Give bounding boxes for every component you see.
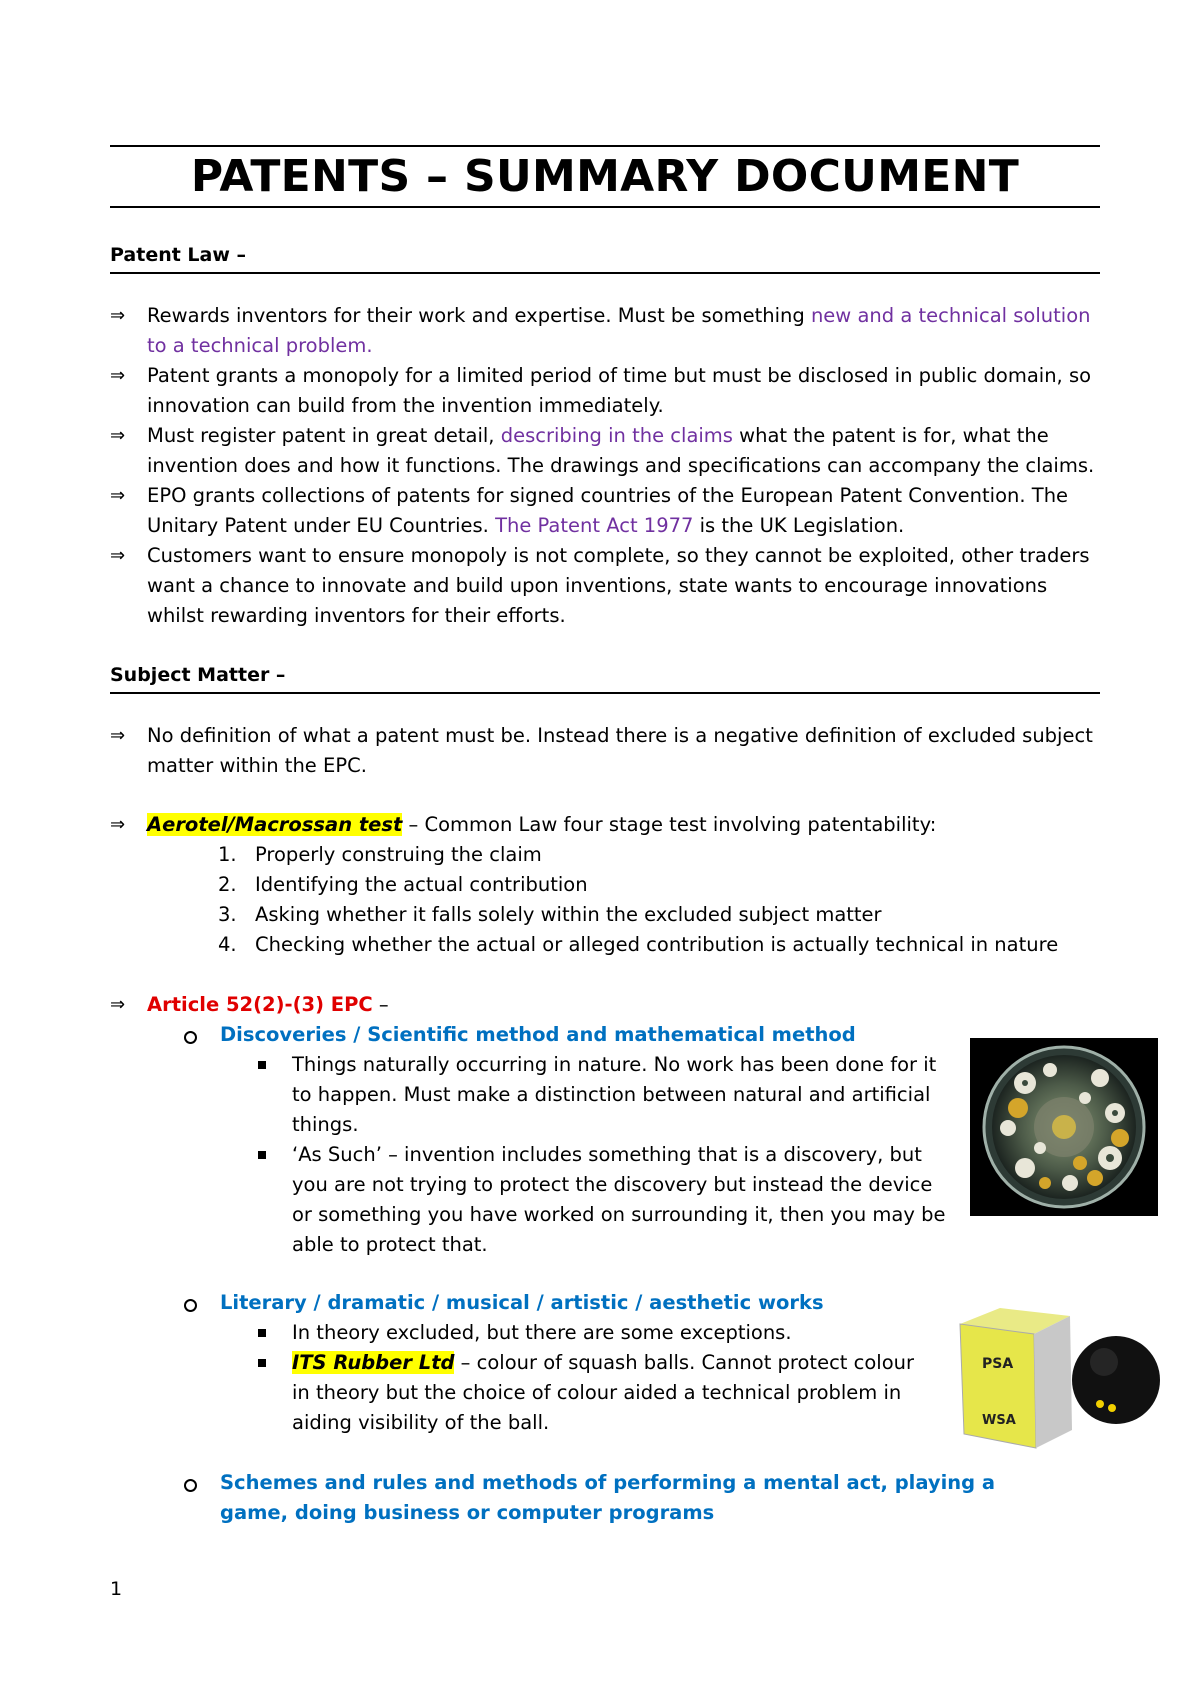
section-heading-subject-matter: Subject Matter – bbox=[110, 662, 1100, 694]
list-item bbox=[110, 361, 1100, 421]
arrow-bullet-icon: ⇒ bbox=[110, 545, 126, 566]
title-bottom-rule bbox=[110, 206, 1100, 208]
category-title: Schemes and rules and methods of performing a mental act, playing a game, doing business or computer programs bbox=[220, 1471, 996, 1524]
arrow-bullet-icon: ⇒ bbox=[110, 365, 126, 386]
item-text: Identifying the actual contribution bbox=[255, 873, 588, 896]
point-text: In theory excluded, but there are some exceptions. bbox=[292, 1321, 792, 1344]
list-item bbox=[110, 421, 1100, 481]
item-highlight: The Patent Act 1977 bbox=[495, 514, 694, 537]
circle-bullet-icon bbox=[184, 1299, 197, 1312]
arrow-bullet-icon: ⇒ bbox=[110, 305, 126, 326]
arrow-bullet-icon: ⇒ bbox=[110, 814, 126, 835]
square-bullet-icon bbox=[258, 1329, 266, 1337]
numbered-item bbox=[218, 840, 1098, 870]
point-text: ‘As Such’ – invention includes something that is a discovery, but you are not trying to protect the discovery but instead the device or something you have worked on surrounding it, then you may be able to protect that. bbox=[292, 1143, 946, 1256]
list-item-test bbox=[110, 810, 1100, 840]
item-text: Checking whether the actual or alleged contribution is actually technical in nature bbox=[255, 933, 1059, 956]
numbered-item bbox=[218, 900, 1098, 930]
numbered-item bbox=[218, 870, 1098, 900]
category-title: Literary / dramatic / musical / artistic / aesthetic works bbox=[220, 1291, 824, 1314]
item-number: 4. bbox=[218, 933, 237, 956]
list-item bbox=[110, 481, 1100, 541]
arrow-bullet-icon: ⇒ bbox=[110, 485, 126, 506]
numbered-item bbox=[218, 930, 1098, 960]
list-item bbox=[110, 301, 1100, 361]
item-text: Must register patent in great detail, bbox=[147, 424, 501, 447]
category-item bbox=[184, 1288, 1084, 1318]
item-text: Patent grants a monopoly for a limited period of time but must be disclosed in public domain, so innovation can build from the invention immediately. bbox=[147, 364, 1092, 417]
item-number: 3. bbox=[218, 903, 237, 926]
sub-point bbox=[256, 1318, 936, 1348]
arrow-bullet-icon: ⇒ bbox=[110, 994, 126, 1015]
item-text: Rewards inventors for their work and expertise. Must be something bbox=[147, 304, 811, 327]
item-text: Asking whether it falls solely within the excluded subject matter bbox=[255, 903, 882, 926]
list-item bbox=[110, 541, 1100, 631]
square-bullet-icon bbox=[258, 1151, 266, 1159]
point-text: Things naturally occurring in nature. No work has been done for it to happen. Must make a distinction between natural and artificial things. bbox=[292, 1053, 937, 1136]
box-brand-psa: PSA bbox=[982, 1356, 1014, 1372]
case-name-highlight: Aerotel/Macrossan test bbox=[147, 813, 403, 836]
arrow-bullet-icon: ⇒ bbox=[110, 725, 126, 746]
circle-bullet-icon bbox=[184, 1031, 197, 1044]
petri-dish-illustration bbox=[970, 1038, 1158, 1216]
arrow-bullet-icon: ⇒ bbox=[110, 425, 126, 446]
article-suffix: – bbox=[372, 993, 389, 1016]
item-text: – Common Law four stage test involving patentability: bbox=[402, 813, 937, 836]
sub-point bbox=[256, 1140, 946, 1260]
case-name-highlight: ITS Rubber Ltd bbox=[292, 1351, 455, 1374]
category-item bbox=[184, 1468, 1054, 1528]
item-number: 2. bbox=[218, 873, 237, 896]
square-bullet-icon bbox=[258, 1359, 266, 1367]
circle-bullet-icon bbox=[184, 1479, 197, 1492]
sub-point bbox=[256, 1050, 946, 1140]
title-top-rule bbox=[110, 145, 1100, 147]
point-text: – colour of squash balls. Cannot protect colour in theory but the choice of colour aided a technical problem in aiding visibility of the ball. bbox=[292, 1351, 915, 1434]
item-highlight: new and a technical solution to a technical problem. bbox=[147, 304, 1091, 357]
item-text-after: what the patent is for, what the invention does and how it functions. The drawings and specifications can accompany the claims. bbox=[147, 424, 1095, 477]
squash-ball-illustration bbox=[950, 1302, 1168, 1454]
square-bullet-icon bbox=[258, 1061, 266, 1069]
item-number: 1. bbox=[218, 843, 237, 866]
sub-point bbox=[256, 1348, 936, 1438]
item-text-after: is the UK Legislation. bbox=[693, 514, 905, 537]
squash-ball-box-image bbox=[950, 1302, 1168, 1454]
list-item bbox=[110, 721, 1100, 781]
item-highlight: describing in the claims bbox=[500, 424, 733, 447]
category-item bbox=[184, 1020, 1084, 1050]
page-number: 1 bbox=[110, 1578, 123, 1600]
category-title: Discoveries / Scientific method and mathematical method bbox=[220, 1023, 856, 1046]
item-text: Properly construing the claim bbox=[255, 843, 542, 866]
box-brand-wsa: WSA bbox=[982, 1413, 1016, 1428]
page-title: PATENTS – SUMMARY DOCUMENT bbox=[190, 151, 1020, 202]
petri-dish-image bbox=[970, 1038, 1158, 1216]
item-text: EPO grants collections of patents for signed countries of the European Patent Convention. The Unitary Patent under EU Countries. bbox=[147, 484, 1069, 537]
article-label: Article 52(2)-(3) EPC bbox=[147, 993, 373, 1016]
list-item-article bbox=[110, 990, 1100, 1020]
section-heading-patent-law: Patent Law – bbox=[110, 242, 1100, 274]
item-text: No definition of what a patent must be. Instead there is a negative definition of excluded subject matter within the EPC. bbox=[147, 724, 1093, 777]
item-text: Customers want to ensure monopoly is not complete, so they cannot be exploited, other traders want a chance to innovate and build upon inventions, state wants to encourage innovations whilst rewarding inventors for their efforts. bbox=[147, 544, 1090, 627]
